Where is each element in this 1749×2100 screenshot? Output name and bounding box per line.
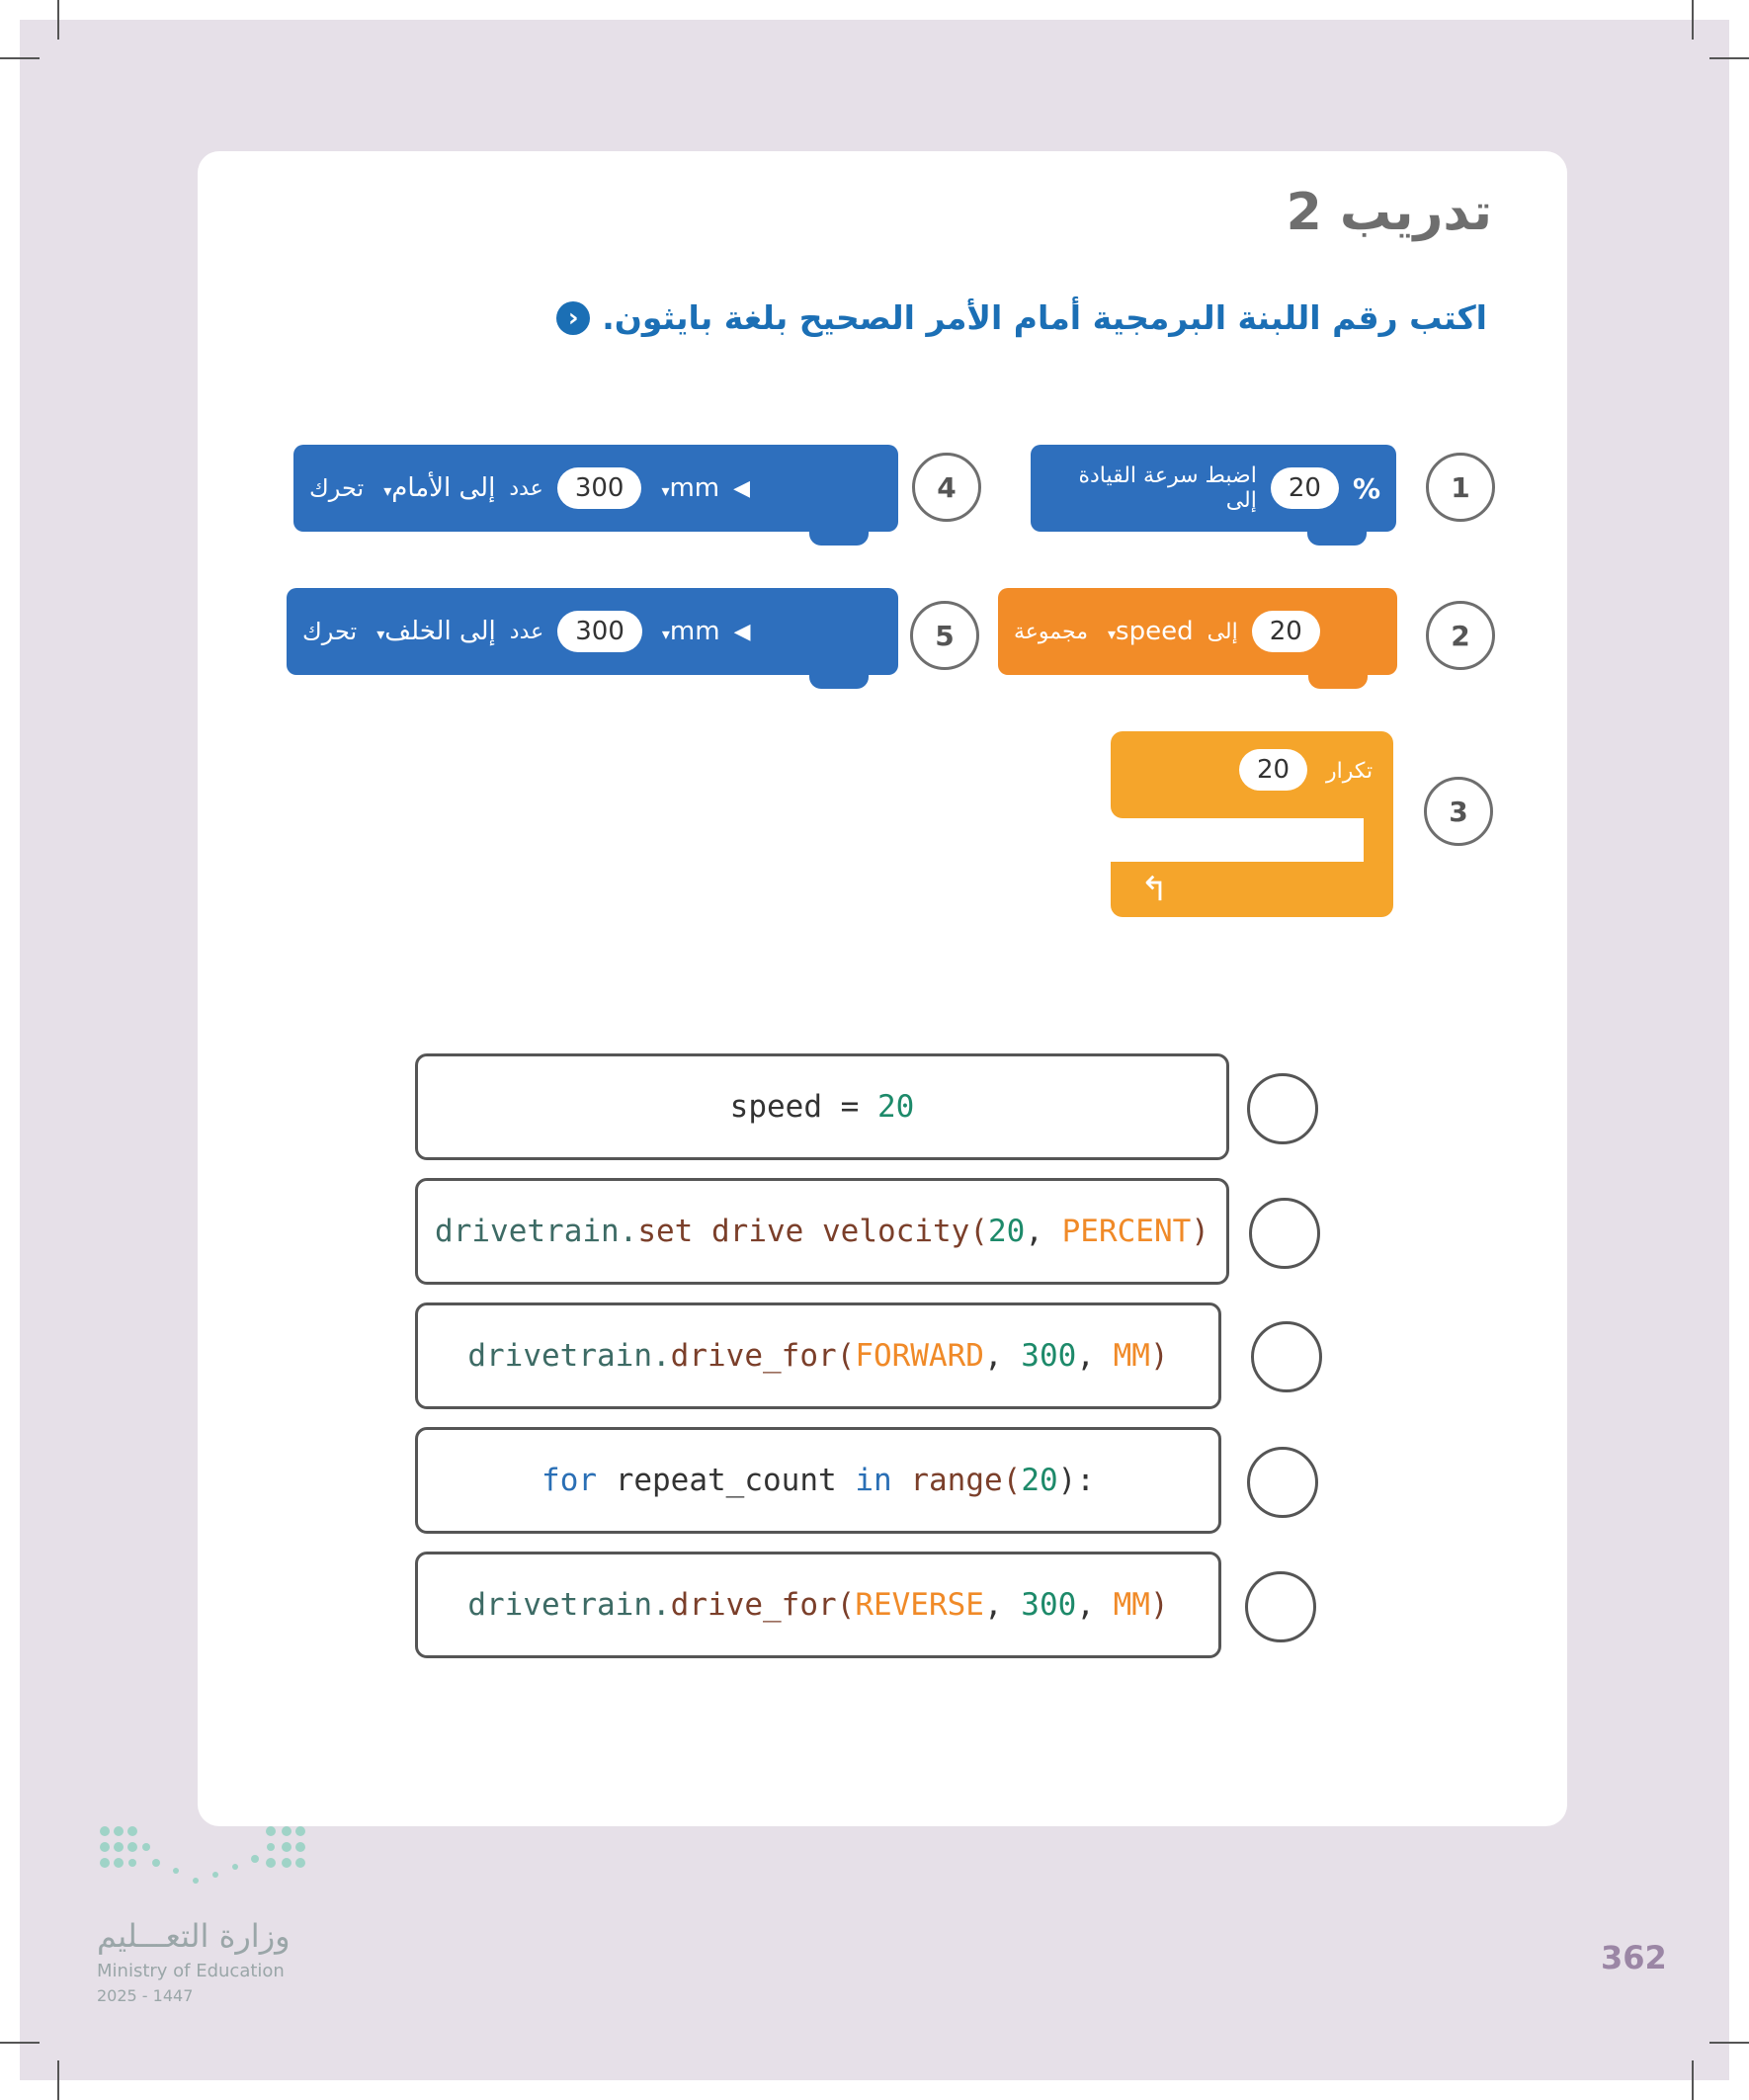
direction-dropdown	[371, 617, 496, 646]
block-label: تحرك	[309, 474, 365, 502]
block-to-label: إلى	[1207, 619, 1238, 644]
exercise-title: تدريب 2	[1286, 183, 1492, 242]
crop-mark	[0, 57, 40, 59]
crop-mark	[1709, 2042, 1749, 2044]
unit-value: mm	[669, 617, 720, 646]
code-token	[892, 1463, 911, 1498]
code-token: drive_for(	[670, 1338, 856, 1374]
code-token: 300	[1021, 1338, 1077, 1374]
crop-mark	[1692, 0, 1694, 40]
instruction	[556, 298, 1487, 337]
code-token: drivetrain.	[435, 1214, 638, 1249]
dropdown-caret-icon: ▾	[1108, 625, 1117, 643]
answer-circle-3[interactable]	[1251, 1321, 1322, 1392]
block-notch	[1307, 530, 1367, 546]
code-token: PERCENT	[1061, 1214, 1192, 1249]
block-drive-forward	[293, 445, 898, 532]
code-box-1	[415, 1053, 1229, 1160]
repeat-label: تكرار	[1326, 759, 1374, 784]
code-box-4	[415, 1427, 1221, 1534]
ministry-year: 2025 - 1447	[97, 1986, 194, 2005]
block-notch	[809, 530, 869, 546]
code-token: for	[541, 1463, 598, 1498]
repeat-arrow-icon: ↰	[1140, 870, 1169, 909]
code-token: drivetrain.	[467, 1338, 671, 1374]
code-token: FORWARD	[855, 1338, 984, 1374]
code-token: 20	[877, 1089, 915, 1125]
direction-value: إلى الخلف	[384, 617, 496, 646]
variable-value: speed	[1116, 617, 1194, 646]
ministry-logo-icon	[97, 1823, 308, 1894]
dropdown-caret-icon: ▾	[376, 625, 385, 643]
block-notch	[809, 673, 869, 689]
code-token: MM	[1113, 1587, 1150, 1623]
code-token: ,	[983, 1587, 1022, 1623]
direction-dropdown	[377, 473, 495, 503]
block-set-variable	[998, 588, 1397, 675]
block-label: تحرك	[302, 618, 358, 645]
code-token: 300	[1021, 1587, 1077, 1623]
block-number-3: 3	[1424, 777, 1493, 846]
crop-mark	[57, 2060, 59, 2100]
code-token: REVERSE	[855, 1587, 984, 1623]
block-drive-reverse	[287, 588, 898, 675]
page-number: 362	[1601, 1939, 1667, 1976]
chevron-left-icon: ‹	[556, 301, 590, 335]
dropdown-caret-icon: ▾	[661, 481, 670, 500]
code-token: 20	[1021, 1463, 1058, 1498]
block-label: اضبط سرعة القيادة إلى	[1078, 463, 1257, 513]
dropdown-caret-icon: ▾	[383, 481, 392, 500]
unit-dropdown	[656, 617, 720, 646]
code-token: ,	[1025, 1214, 1062, 1249]
code-token: in	[855, 1463, 892, 1498]
code-token: ,	[983, 1338, 1022, 1374]
code-box-2	[415, 1178, 1229, 1285]
code-token: 20	[987, 1214, 1026, 1249]
code-box-5	[415, 1552, 1221, 1658]
code-token: )	[1149, 1587, 1169, 1623]
crop-mark	[0, 2042, 40, 2044]
repeat-value: 20	[1239, 749, 1307, 791]
code-token: )	[1149, 1338, 1169, 1374]
code-token: ,	[1076, 1587, 1114, 1623]
code-token: set drive velocity(	[637, 1214, 988, 1249]
code-token: ,	[1076, 1338, 1114, 1374]
block-notch	[1308, 673, 1368, 689]
block-number-1: 1	[1426, 453, 1495, 522]
ministry-name-english: Ministry of Education	[97, 1961, 285, 1981]
code-token: ):	[1057, 1463, 1095, 1498]
play-left-icon: ◀	[733, 475, 751, 501]
block-label: مجموعة	[1014, 619, 1088, 644]
count-label: عدد	[509, 475, 543, 501]
crop-mark	[1709, 57, 1749, 59]
code-token: drivetrain.	[467, 1587, 671, 1623]
crop-mark	[57, 0, 59, 40]
code-token: range(	[910, 1463, 1022, 1498]
play-left-icon: ◀	[733, 619, 751, 644]
crop-mark	[1692, 2060, 1694, 2100]
block-value: 20	[1252, 611, 1320, 652]
direction-value: إلى الأمام	[391, 473, 496, 503]
code-box-3	[415, 1302, 1221, 1409]
answer-circle-1[interactable]	[1247, 1073, 1318, 1144]
instruction-text: اكتب رقم اللبنة البرمجية أمام الأمر الصحيح بلغة بايثون.	[602, 298, 1487, 337]
unit-dropdown	[655, 473, 719, 503]
count-label: عدد	[509, 619, 544, 644]
block-value: 300	[557, 611, 642, 652]
block-number-4: 4	[912, 453, 981, 522]
block-number-2: 2	[1426, 601, 1495, 670]
block-number-5: 5	[910, 601, 979, 670]
block-unit: %	[1352, 471, 1380, 505]
variable-dropdown	[1102, 617, 1194, 646]
code-token: =	[822, 1089, 877, 1125]
answer-circle-2[interactable]	[1249, 1198, 1320, 1269]
dropdown-caret-icon: ▾	[661, 625, 670, 643]
block-set-drive-velocity	[1031, 445, 1396, 532]
code-token: MM	[1113, 1338, 1150, 1374]
ministry-name-arabic: وزارة التعـــليم	[97, 1917, 291, 1955]
code-token: speed	[729, 1089, 822, 1125]
block-value: 300	[557, 467, 642, 509]
answer-circle-5[interactable]	[1245, 1571, 1316, 1642]
code-token: repeat_count	[597, 1463, 856, 1498]
answer-circle-4[interactable]	[1247, 1447, 1318, 1518]
block-value: 20	[1271, 467, 1339, 509]
unit-value: mm	[669, 473, 720, 503]
code-token: )	[1191, 1214, 1209, 1249]
code-token: drive_for(	[670, 1587, 856, 1623]
